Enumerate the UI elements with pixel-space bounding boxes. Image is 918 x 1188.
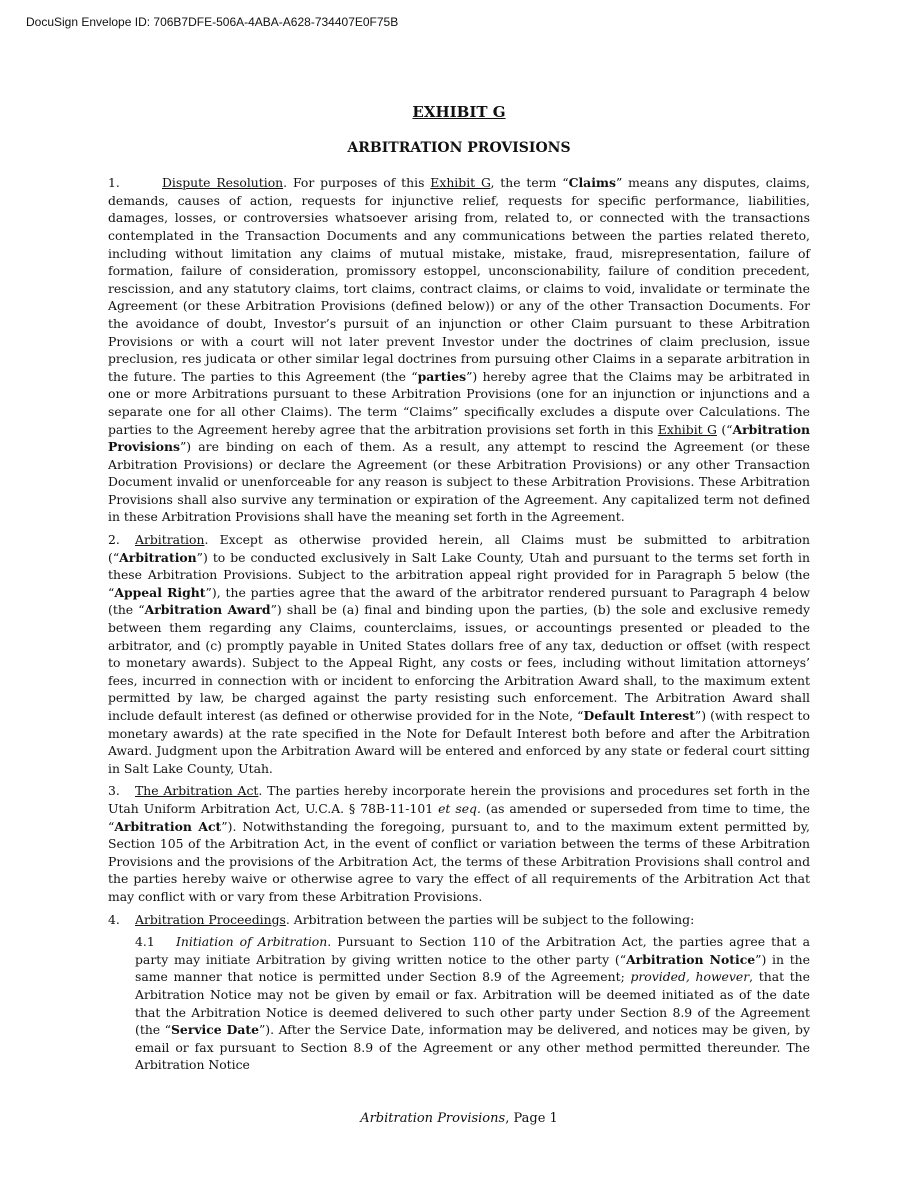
section-arbitration: 2. Arbitration. Except as otherwise provided herein, all Claims must be submitted to arbitration (“Arbitration”) to be conducted exclusively in Salt Lake County, Utah and pursuant to the terms set forth in these Arbitration Provisions. Subject to the arbitration appeal right provided for in Paragraph 5 below (the “Appeal Right”), the parties agree that the award of the arbitrator rendered pursuant to Paragraph 4 below (the “Arbitration Award”) shall be (a) final and binding upon the parties, (b) the sole and exclusive remedy between them regarding any Claims, counterclaims, issues, or accountings presented or pleaded to the arbitrator, and (c) promptly payable in United States dollars free of any tax, deduction or offset (with respect to monetary awards). Subject to the Appeal Right, any costs or fees, including without limitation attorneys’ fees, incurred in connection with or incident to enforcing the Arbitration Award shall, to the maximum extent permitted by law, be charged against the party resisting such enforcement. The Arbitration Award shall include default interest (as defined or otherwise provided for in the Note, “Default Interest”) (with respect to monetary awards) at the rate specified in the Note for Default Interest both before and after the Arbitration Award. Judgment upon the Arbitration Award will be entered and enforced by any state or federal court sitting in Salt Lake County, Utah. bbox=[108, 532, 811, 776]
section-number: 3. bbox=[108, 783, 120, 799]
section-title: Dispute Resolution bbox=[162, 175, 284, 191]
section-number: 2. bbox=[108, 532, 120, 548]
defined-term: Arbitration Notice bbox=[626, 951, 756, 967]
defined-term: Arbitration Provisions bbox=[108, 421, 811, 455]
section-title: Arbitration Proceedings bbox=[135, 911, 286, 927]
defined-term: Arbitration bbox=[119, 549, 197, 565]
section-title: Arbitration bbox=[135, 532, 205, 548]
subsection-initiation-of-arbitration: 4.1 Initiation of Arbitration. Pursuant to Section 110 of the Arbitration Act, the parties agree that a party may initiate Arbitration by giving written notice to the other party (“Arbitration Notice”) in the same manner that notice is permitted under Section 8.9 of the Agreement; provided, however, that the Arbitration Notice may not be given by email or fax. Arbitration will be deemed initiated as of the date that the Arbitration Notice is deemed delivered to such other party under Section 8.9 of the Agreement (the “Service Date”). After the Service Date, information may be delivered, and notices may be given, by email or fax pursuant to Section 8.9 of the Agreement or any other method permitted thereunder. The Arbitration Notice bbox=[135, 934, 810, 1073]
defined-term: Appeal Right bbox=[114, 584, 206, 600]
defined-term: Arbitration Award bbox=[144, 602, 271, 618]
footer-title: Arbitration Provisions bbox=[360, 1111, 506, 1126]
section-dispute-resolution: 1. Dispute Resolution. For purposes of this Exhibit G, the term “Claims” means any disputes, claims, demands, causes of action, requests for injunctive relief, requests for specific performance, liabilities, damages, losses, or controversies whatsoever arising from, related to, or connected with the transactions contemplated in the Transaction Documents and any communications between the parties related thereto, including without limitation any claims of mutual mistake, mistake, fraud, misrepresentation, failure of formation, failure of consideration, promissory estoppel, unconscionability, failure of condition precedent, rescission, and any statutory claims, tort claims, contract claims, or claims to void, invalidate or terminate the Agreement (or these Arbitration Provisions (defined below)) or any of the other Transaction Documents. For the avoidance of doubt, Investor’s pursuit of an injunction or other Claim pursuant to these Arbitration Provisions or with a court will not later prevent Investor under the doctrines of claim preclusion, issue preclusion, res judicata or other similar legal doctrines from pursuing other Claims in a separate arbitration in the future. The parties to this Agreement (the “parties”) hereby agree that the Claims may be arbitrated in one or more Arbitrations pursuant to these Arbitration Provisions (one for an injunction or injunctions and a separate one for all other Claims). The term “Claims” specifically excludes a dispute over Calculations. The parties to the Agreement hereby agree that the arbitration provisions set forth in this Exhibit G (“Arbitration Provisions”) are binding on each of them. As a result, any attempt to rescind the Agreement (or these Arbitration Provisions) or declare the Agreement (or these Arbitration Provisions) or any other Transaction Document invalid or unenforceable for any reason is subject to these Arbitration Provisions. These Arbitration Provisions shall also survive any termination or expiration of the Agreement. Any capitalized term not defined in these Arbitration Provisions shall have the meaning set forth in the Agreement. bbox=[108, 175, 811, 525]
section-number: 1. bbox=[108, 175, 120, 191]
exhibit-reference: Exhibit G bbox=[657, 421, 717, 437]
exhibit-reference: Exhibit G bbox=[430, 175, 491, 191]
defined-term: Arbitration Act bbox=[114, 818, 222, 834]
defined-term: Default Interest bbox=[583, 708, 695, 723]
subsection-number: 4.1 bbox=[135, 934, 155, 950]
defined-term: Service Date bbox=[170, 1022, 259, 1038]
section-number: 4. bbox=[108, 911, 120, 927]
page-footer bbox=[0, 1111, 918, 1126]
defined-term: Claims bbox=[568, 175, 616, 191]
defined-term: parties bbox=[417, 368, 467, 384]
document-title: ARBITRATION PROVISIONS bbox=[347, 139, 571, 156]
section-arbitration-act: 3. The Arbitration Act. The parties hereby incorporate herein the provisions and procedures set forth in the Utah Uniform Arbitration Act, U.C.A. § 78B-11-101 et seq. (as amended or superseded from time to time, the “Arbitration Act”). Notwithstanding the foregoing, pursuant to, and to the maximum extent permitted by, Section 105 of the Arbitration Act, in the event of conflict or variation between the terms of these Arbitration Provisions and the provisions of the Arbitration Act, the terms of these Arbitration Provisions shall control and the parties hereby waive or otherwise agree to vary the effect of all requirements of the Arbitration Act that may conflict with or vary from these Arbitration Provisions. bbox=[108, 783, 811, 904]
section-arbitration-proceedings: 4. Arbitration Proceedings. Arbitration between the parties will be subject to the following: bbox=[108, 911, 695, 927]
subsection-title: Initiation of Arbitration bbox=[176, 934, 328, 950]
docusign-envelope-id: DocuSign Envelope ID: 706B7DFE-506A-4ABA-A628-734407E0F75B bbox=[26, 15, 399, 29]
footer-page-number: , Page 1 bbox=[505, 1111, 558, 1126]
exhibit-heading: EXHIBIT G bbox=[412, 103, 506, 121]
section-title: The Arbitration Act bbox=[135, 783, 259, 799]
document-page bbox=[108, 104, 810, 1079]
